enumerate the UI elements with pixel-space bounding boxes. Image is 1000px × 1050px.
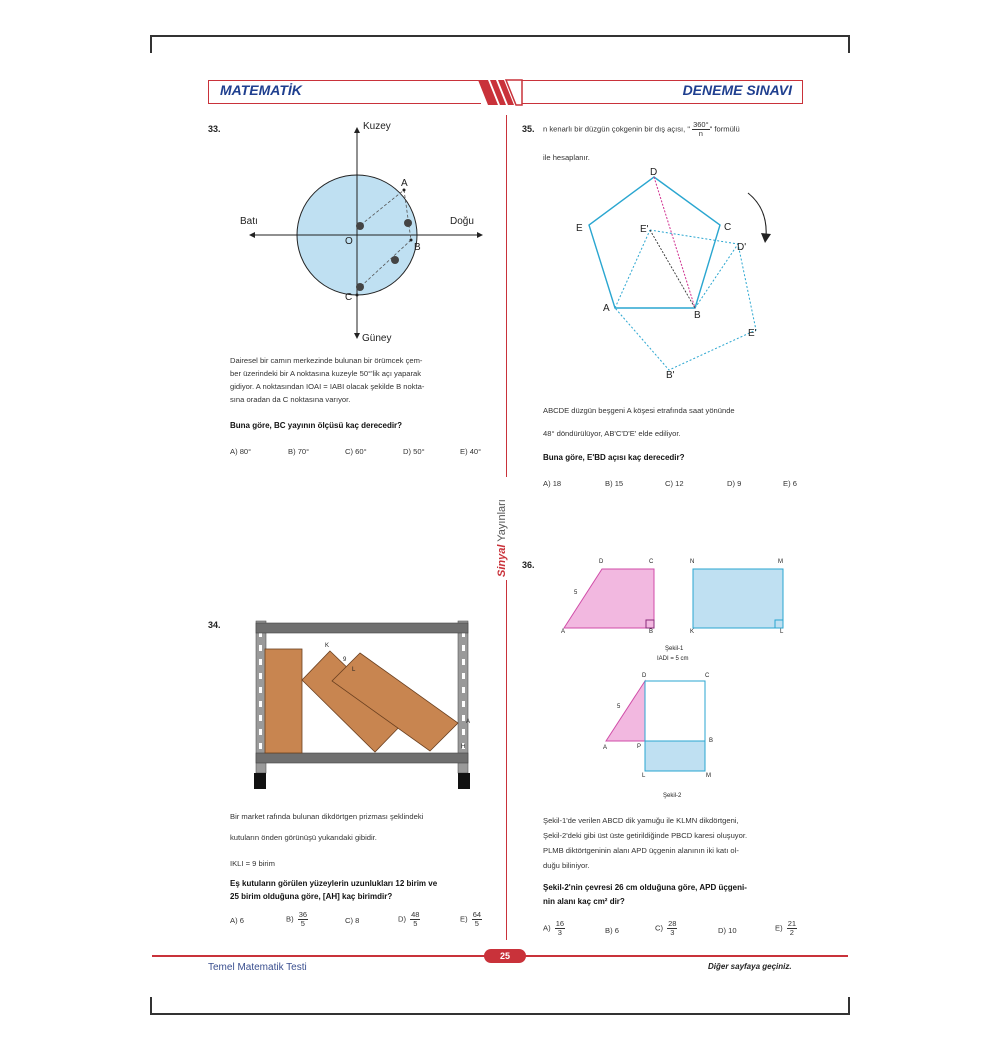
side-brand-name: Sinyal [496,544,508,577]
side-brand-rest: Yayınları [496,499,508,542]
q33-label-o: O [345,236,353,247]
frame-top [150,35,850,37]
q35-label-b: B [694,310,701,321]
q36-f2-label-c: C [705,673,710,679]
q36-figure-1 [560,565,790,640]
q35-number: 35. [522,124,535,134]
q33-figure [230,120,490,350]
q36-option-a-frac [555,920,565,937]
q33-option-b[interactable]: B) 70° [288,447,310,456]
q34-label-k: K [325,643,330,649]
q36-text-1: Şekil-1'de verilen ABCD dik yamuğu ile KLMN dikdörtgeni, [543,816,739,825]
q36-option-c-prefix: C) [655,923,664,933]
footer-left-text: Temel Matematik Testi [208,962,307,973]
q33-option-a[interactable]: A) 80° [230,447,252,456]
q35-label-c: C [724,222,732,233]
q34-option-d-frac [410,911,420,928]
q36-option-d[interactable]: D) 10 [718,926,737,935]
q35-line-2: ile hesaplanır. [543,153,590,162]
header-right-title: DENEME SINAVI [682,82,792,98]
q36-option-e[interactable] [775,920,797,937]
q34-option-b-den: 5 [300,919,305,928]
q36-f1-label-c: C [649,559,654,565]
q36-option-c[interactable] [655,920,677,937]
q36-f2-caption: Şekil-2 [663,793,682,799]
q35-formula-num: 360° [693,120,709,129]
q35-label-e-prime-2: E' [748,328,757,339]
q35-text-1: ABCDE düzgün beşgeni A köşesi etrafında saat yönünde [543,406,735,415]
q34-number: 34. [208,620,221,630]
q35-label-e: E [576,223,583,234]
q33-label-south: Güney [362,333,392,344]
q33-text-3: gidiyor. A noktasından IOAI = IABI olacak şekilde B nokta- [230,382,425,391]
q35-option-d[interactable]: D) 9 [727,479,742,488]
q33-text-4: sına oradan da C noktasına varıyor. [230,395,351,404]
q35-formula-den: n [698,129,703,138]
q36-f2-label-p: P [637,744,642,750]
q36-option-e-num: 21 [787,919,797,928]
q33-question: Buna göre, BC yayının ölçüsü kaç derecedir? [230,421,403,430]
q35-option-e[interactable]: E) 6 [783,479,797,488]
q34-option-c[interactable]: C) 8 [345,916,360,925]
q36-option-e-frac [787,920,797,937]
q36-number: 36. [522,560,535,570]
q34-text-2: kutuların önden görünüşü yukarıdaki gibidir. [230,833,377,842]
frame-bottom [150,1013,850,1015]
q35-option-a[interactable]: A) 18 [543,479,562,488]
q34-question-1: Eş kutuların görülen yüzeylerin uzunlukları 12 birim ve [230,879,438,888]
q34-label-h: H [461,744,466,750]
q33-label-b: B [414,242,421,253]
q35-formula [692,121,710,138]
footer-right-text: Diğer sayfaya geçiniz. [708,962,792,971]
q33-label-west: Batı [240,216,258,227]
q36-f1-label-5: 5 [574,590,578,596]
q34-given: IKLI = 9 birim [230,859,275,868]
q35-text-2: 48° döndürülüyor, AB'C'D'E' elde ediliyor. [543,429,681,438]
q33-label-east: Doğu [450,216,474,227]
frame-left-bottom [150,997,152,1015]
q35-option-c[interactable]: C) 12 [665,479,684,488]
q35-option-b[interactable]: B) 15 [605,479,624,488]
q36-f1-label-m: M [778,559,783,565]
q33-option-e[interactable]: E) 40° [460,447,482,456]
q36-f1-caption: Şekil-1 [665,646,684,652]
q36-f1-label-l: L [780,629,784,635]
q34-question-2: 25 birim olduğuna göre, [AH] kaç birimdir? [230,892,393,901]
q34-option-d[interactable] [398,911,420,928]
q36-option-c-den: 3 [670,928,675,937]
q33-text-2: ber üzerindeki bir A noktasına kuzeyle 50°'lik açı yaparak [230,369,422,378]
frame-right-bottom [848,997,850,1015]
q34-label-9: 9 [343,657,347,663]
q34-shelf-figure [250,615,480,795]
footer-page-badge [484,949,526,963]
q34-option-d-num: 48 [411,910,420,919]
q33-text-1: Dairesel bir camın merkezinde bulunan bir örümcek çem- [230,356,423,365]
q36-option-e-den: 2 [789,928,794,937]
q36-f1-label-a: A [561,629,566,635]
q36-text-4: duğu biliniyor. [543,861,590,870]
column-divider-bottom [506,580,507,940]
q36-f1-label-d: D [599,559,604,565]
q36-text-2: Şekil-2'deki gibi üst üste getirildiğinde PBCD karesi oluşuyor. [543,831,748,840]
q34-option-e-prefix: E) [460,914,468,924]
q36-question-2: nin alanı kaç cm² dir? [543,897,625,906]
q34-option-b[interactable] [286,911,308,928]
q33-label-c: C [345,292,353,303]
q36-option-b[interactable]: B) 6 [605,926,619,935]
q34-option-b-prefix: B) [286,914,294,924]
q33-option-d[interactable]: D) 50° [403,447,425,456]
header-left-title: MATEMATİK [220,82,302,98]
q36-text-3: PLMB diktörtgeninin alanı APD üçgenin alanının iki katı ol- [543,846,739,855]
column-divider-top [506,115,507,477]
q34-option-b-num: 36 [298,910,308,919]
q36-option-e-prefix: E) [775,923,783,933]
q35-question: Buna göre, E'BD açısı kaç derecedir? [543,453,685,462]
q34-label-a: A [466,719,471,725]
q36-f2-label-a: A [603,745,608,751]
q36-option-c-frac [667,920,677,937]
side-brand [496,499,508,577]
q34-option-d-den: 5 [413,919,418,928]
frame-left-top [150,35,152,53]
footer-page-number: 25 [499,951,510,961]
q36-f1-label-n: N [690,559,695,565]
q36-option-a[interactable] [543,920,565,937]
q34-option-e-den: 5 [474,919,479,928]
q35-line-1-post: " formülü [709,124,740,134]
q34-text-1: Bir market rafında bulunan dikdörtgen prizması şeklindeki [230,812,424,821]
q35-label-a: A [603,303,610,314]
q36-f2-label-5: 5 [617,704,621,710]
q36-option-c-num: 28 [668,919,677,928]
q33-label-north: Kuzey [363,121,391,132]
q34-option-a[interactable]: A) 6 [230,916,244,925]
q36-f2-label-d: D [642,673,647,679]
q36-f1-label-b: B [649,629,654,635]
q35-line-1-pre: n kenarlı bir düzgün çokgenin bir dış açısı, " [543,124,691,134]
q36-f2-label-l: L [642,773,646,779]
q33-label-a: A [401,178,408,189]
q36-f1-given: IADI = 5 cm [657,656,689,662]
q34-option-d-prefix: D) [398,914,407,924]
q35-label-e-prime-1: E' [640,224,649,235]
q35-label-b-prime: B' [666,370,675,381]
q36-option-a-prefix: A) [543,923,551,933]
q35-pentagon-figure [570,165,790,380]
q34-option-e-num: 64 [472,910,482,919]
header-stripes [478,80,522,106]
q35-line-1 [543,121,740,138]
q33-option-c[interactable]: C) 60° [345,447,367,456]
q36-option-a-den: 3 [557,928,562,937]
frame-right-top [848,35,850,53]
q36-f2-label-b: B [709,738,714,744]
q34-option-b-frac [298,911,308,928]
q33-number: 33. [208,124,221,134]
q35-label-d: D [650,167,658,178]
q35-label-d-prime: D' [737,242,747,253]
q36-option-a-num: 16 [555,919,565,928]
q36-f1-label-k: K [690,629,695,635]
q34-label-l: L [352,667,356,673]
q34-option-e-frac [472,911,482,928]
q36-figure-2 [600,675,720,775]
q34-option-e[interactable] [460,911,482,928]
q36-f2-label-m: M [706,773,711,779]
q36-question-1: Şekil-2'nin çevresi 26 cm olduğuna göre, APD üçgeni- [543,883,747,892]
